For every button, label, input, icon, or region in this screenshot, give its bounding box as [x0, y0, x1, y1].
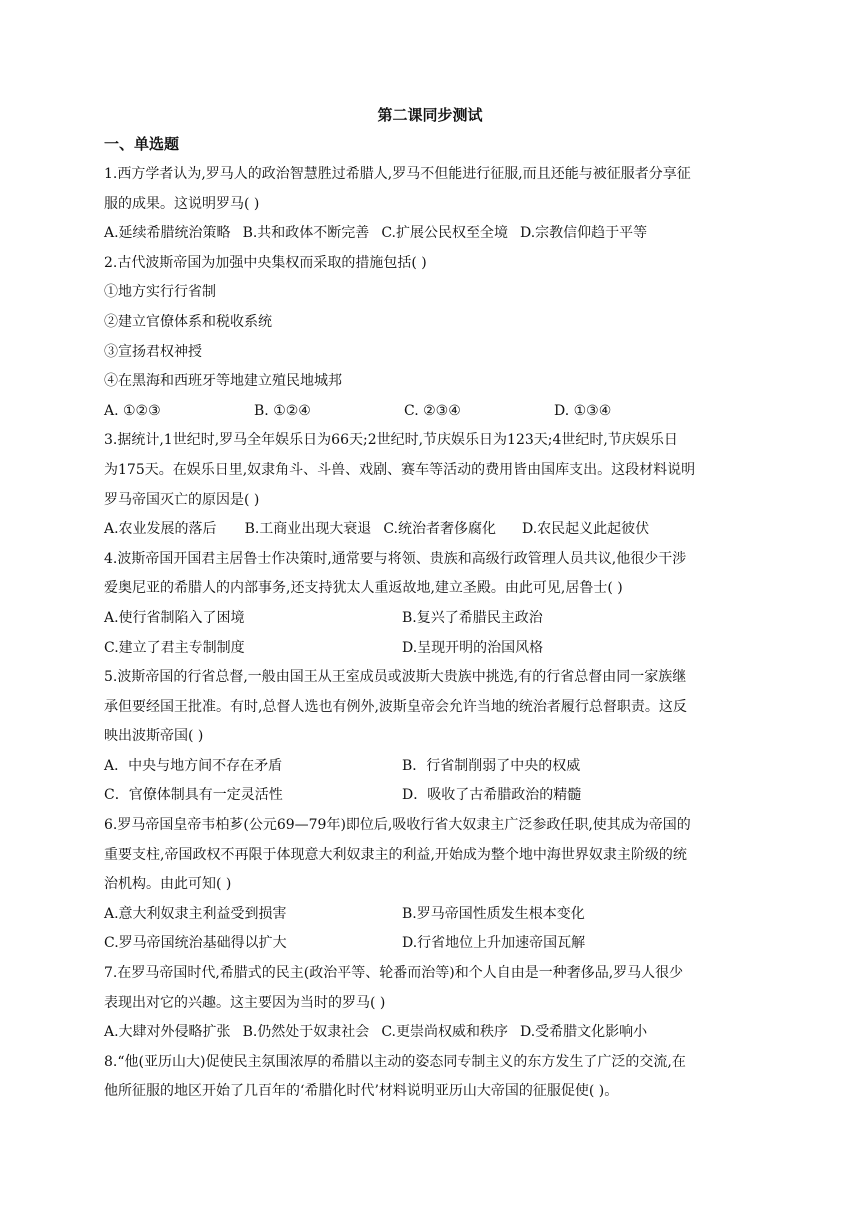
- statement-item: ④在黑海和西班牙等地建立殖民地城邦: [104, 373, 342, 390]
- question-stem-line: 罗马帝国灭亡的原因是( ): [104, 491, 260, 508]
- option-d[interactable]: D．吸收了古希腊政治的精髓: [402, 787, 582, 804]
- question-stem-line: 爱奥尼亚的希腊人的内部事务,还支持犹太人重返故地,建立圣殿。由此可见,居鲁士( ): [104, 580, 623, 597]
- page-title: 第二课同步测试: [377, 106, 483, 124]
- question-stem-line: 4.波斯帝国开国君主居鲁士作决策时,通常要与将领、贵族和高级行政管理人员共议,他很少干涉: [104, 550, 687, 567]
- option-c[interactable]: C. ②③④: [404, 402, 461, 419]
- option-d[interactable]: D. ①③④: [554, 402, 612, 419]
- option-b[interactable]: B.罗马帝国性质发生根本变化: [402, 905, 585, 922]
- question-stem-line: 承但要经国王批准。有时,总督人选也有例外,波斯皇帝会允许当地的统治者履行总督职责。这反: [104, 698, 687, 715]
- question-7: [104, 959, 756, 1048]
- section-heading: 一、单选题: [104, 135, 180, 153]
- option-b[interactable]: B.工商业出现大衰退: [244, 521, 372, 538]
- question-stem-line: 7.在罗马帝国时代,希腊式的民主(政治平等、轮番而治等)和个人自由是一种奢侈品,罗马人很少: [104, 965, 684, 982]
- question-stem-line: 映出波斯帝国( ): [104, 728, 204, 745]
- option-c[interactable]: C.统治者奢侈腐化: [383, 521, 496, 538]
- option-d[interactable]: D.受希腊文化影响小: [519, 1024, 648, 1041]
- option-b[interactable]: B. ①②④: [254, 402, 311, 419]
- option-c[interactable]: C.更崇尚权威和秩序: [381, 1024, 508, 1041]
- question-stem-line: 服的成果。这说明罗马( ): [104, 195, 260, 212]
- answer-options: [104, 1018, 756, 1048]
- option-b[interactable]: B.复兴了希腊民主政治: [402, 609, 543, 626]
- question-5: [104, 663, 756, 811]
- question-stem-line: 1.西方学者认为,罗马人的政治智慧胜过希腊人,罗马不但能进行征服,而且还能与被征服者分享征: [104, 166, 691, 182]
- option-d[interactable]: D.宗教信仰趋于平等: [519, 225, 648, 242]
- option-a[interactable]: A.大肆对外侵略扩张: [104, 1024, 231, 1041]
- option-a[interactable]: A.延续希腊统治策略: [104, 225, 231, 242]
- question-6: [104, 811, 756, 959]
- question-1: [104, 160, 756, 249]
- option-b[interactable]: B．行省制削弱了中央的权威: [402, 757, 581, 774]
- answer-options: [104, 929, 756, 959]
- option-b[interactable]: B.仍然处于奴隶社会: [242, 1024, 370, 1041]
- answer-options: [104, 515, 756, 545]
- question-stem-line: 为175天。在娱乐日里,奴隶角斗、斗兽、戏剧、赛车等活动的费用皆由国库支出。这段材料说明: [104, 461, 696, 478]
- answer-options: [104, 900, 756, 930]
- option-d[interactable]: D.行省地位上升加速帝国瓦解: [402, 935, 586, 952]
- question-stem-line: 重要支柱,帝国政权不再限于体现意大利奴隶主的利益,开始成为整个地中海世界奴隶主阶级的统: [104, 846, 687, 863]
- statement-item: ③宣扬君权神授: [104, 343, 202, 360]
- answer-options: [104, 604, 756, 634]
- option-c[interactable]: C．官僚体制具有一定灵活性: [104, 787, 283, 804]
- answer-options: [104, 752, 756, 782]
- option-a[interactable]: A. ①②③: [104, 402, 161, 419]
- statement-item: ①地方实行行省制: [104, 284, 216, 301]
- option-a[interactable]: A.使行省制陷入了困境: [104, 609, 245, 626]
- question-8: [104, 1048, 756, 1107]
- question-list: [104, 160, 756, 1107]
- question-stem-line: 6.罗马帝国皇帝韦柏芗(公元69—79年)即位后,吸收行省大奴隶主广泛参政任职,使其成为帝国的: [104, 817, 691, 834]
- answer-options: [104, 219, 756, 249]
- answer-options: [104, 397, 756, 427]
- statement-item: ②建立官僚体系和税收系统: [104, 313, 272, 330]
- question-3: [104, 426, 756, 544]
- question-stem-line: 表现出对它的兴趣。这主要因为当时的罗马( ): [104, 994, 386, 1011]
- question-2: [104, 249, 756, 427]
- question-stem-line: 5.波斯帝国的行省总督,一般由国王从王室成员或波斯大贵族中挑选,有的行省总督由同一家族继: [104, 669, 687, 686]
- option-c[interactable]: C.建立了君主专制制度: [104, 639, 245, 656]
- option-c[interactable]: C.罗马帝国统治基础得以扩大: [104, 935, 287, 952]
- option-d[interactable]: D.农民起义此起彼伏: [521, 521, 650, 538]
- question-stem-line: 他所征服的地区开始了几百年的‘希腊化时代’材料说明亚历山大帝国的征服促使( )。: [104, 1083, 619, 1100]
- question-stem-line: 治机构。由此可知( ): [104, 876, 232, 893]
- question-stem-line: 8.“他(亚历山大)促使民主氛围浓厚的希腊以主动的姿态同专制主义的东方发生了广泛的交流,在: [104, 1053, 686, 1070]
- question-stem-line: 3.据统计,1世纪时,罗马全年娱乐日为66天;2世纪时,节庆娱乐日为123天;4世纪时,节庆娱乐日: [104, 432, 678, 449]
- option-a[interactable]: A.农业发展的落后: [104, 521, 217, 538]
- answer-options: [104, 634, 756, 664]
- option-a[interactable]: A．中央与地方间不存在矛盾: [104, 757, 283, 774]
- option-b[interactable]: B.共和政体不断完善: [242, 225, 370, 242]
- option-a[interactable]: A.意大利奴隶主利益受到损害: [104, 905, 287, 922]
- option-c[interactable]: C.扩展公民权至全境: [381, 225, 508, 242]
- option-d[interactable]: D.呈现开明的治国风格: [402, 639, 544, 656]
- question-stem-line: 2.古代波斯帝国为加强中央集权而采取的措施包括( ): [104, 254, 427, 271]
- question-4: [104, 545, 756, 663]
- answer-options: [104, 781, 756, 811]
